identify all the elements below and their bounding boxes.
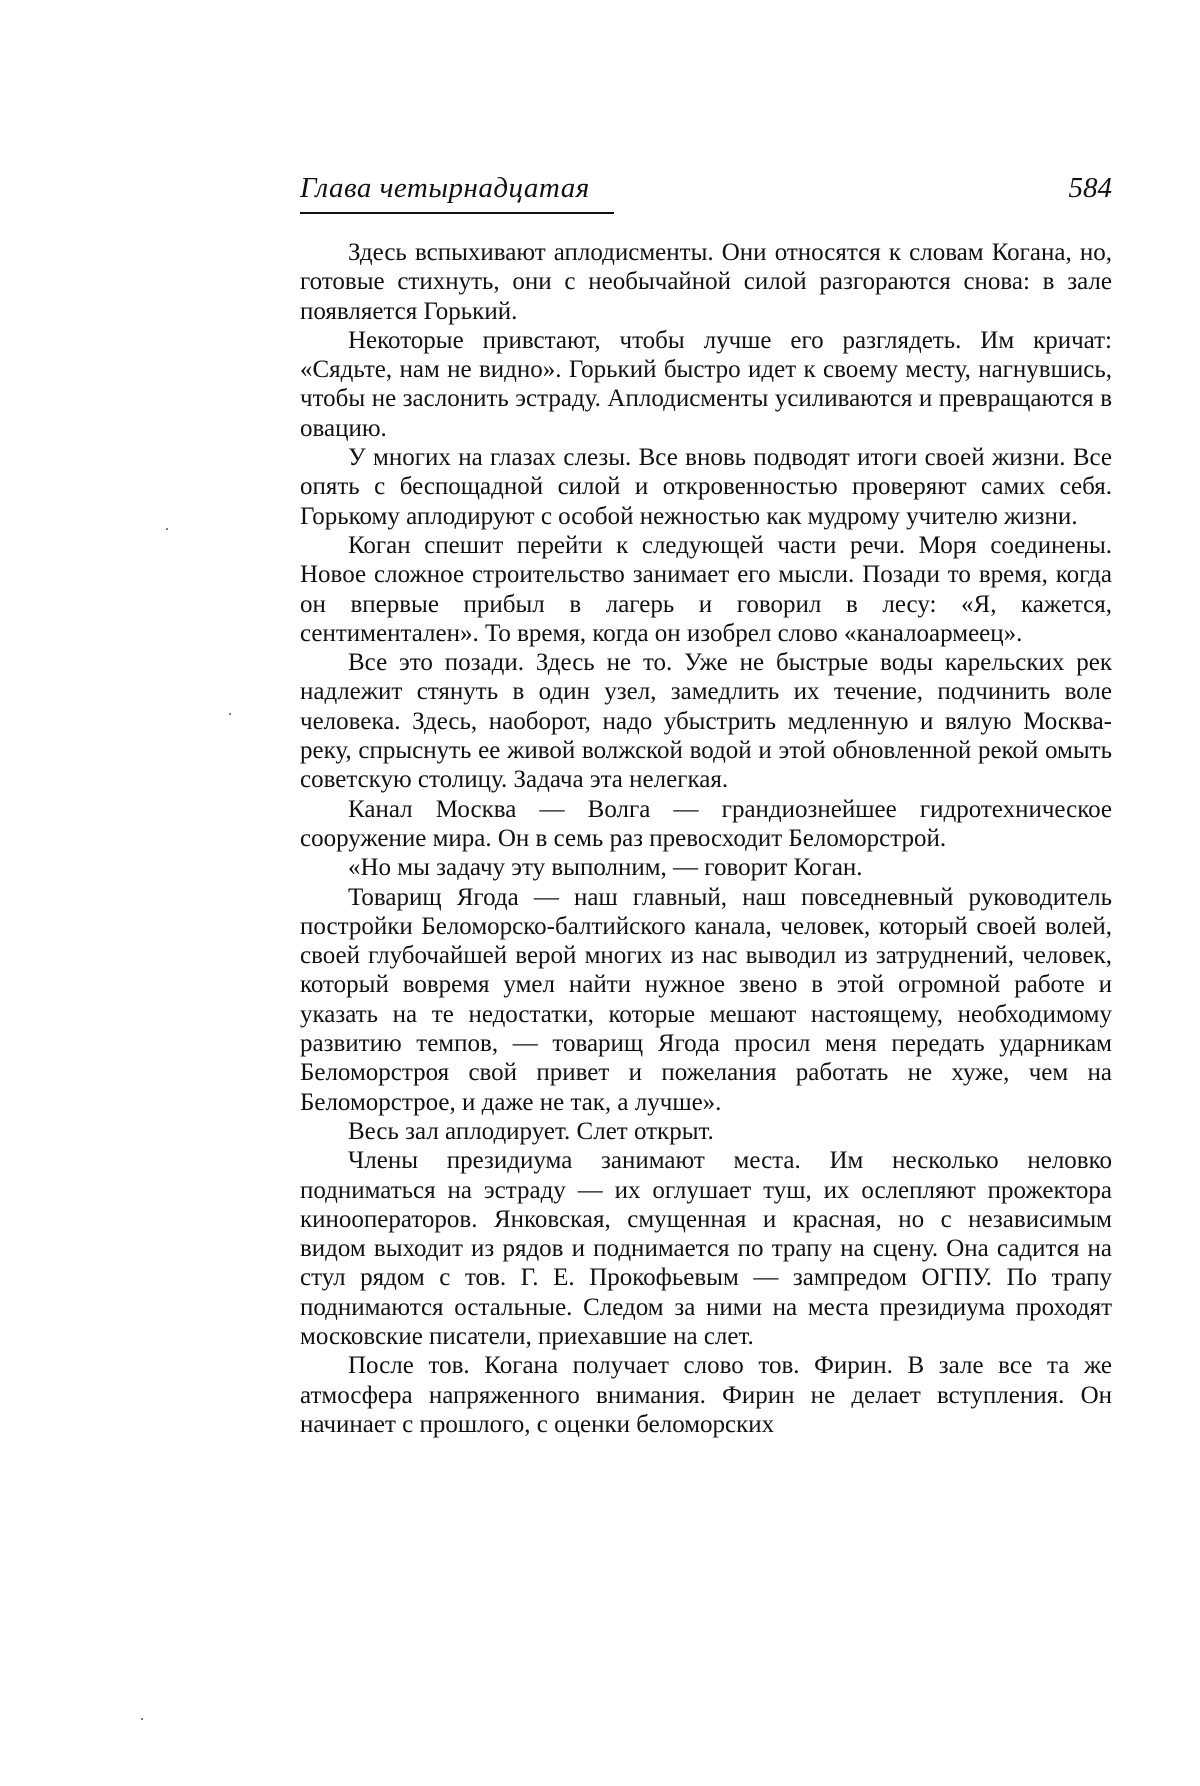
paragraph: Члены президиума занимают места. Им несколько неловко подниматься на эстраду — их оглушает туш, их ослепляют прожектора кинооператоров. Янковская, смущенная и красная, но с независимым видом выходит из рядов и поднимается по трапу на сцену. Она садится на стул рядом с тов. Г. Е. Прокофьевым — зампредом ОГПУ. По трапу поднимаются остальные. Следом за ними на места президиума проходят московские писатели, приехавшие на слет. [300, 1147, 1112, 1350]
paragraph: Весь зал аплодирует. Слет открыт. [348, 1117, 714, 1145]
paragraph: Здесь вспыхивают аплодисменты. Они относятся к словам Когана, но, готовые стихнуть, они с необычайной силой разгораются снова: в зале появляется Горький. [300, 239, 1112, 325]
paragraph: Коган спешит перейти к следующей части речи. Моря соединены. Новое сложное строительство занимает его мысли. Позади то время, когда он впервые прибыл в лагерь и говорил в лесу: «Я, кажется, сентиментален». То время, когда он изобрел слово «каналоармеец». [300, 531, 1112, 647]
paragraph: После тов. Когана получает слово тов. Фирин. В зале все та же атмосфера напряженного внимания. Фирин не делает вступления. Он начинает с прошлого, с оценки беломорских [300, 1352, 1112, 1438]
chapter-title: Глава четырнадцатая [300, 172, 590, 204]
paragraph: «Но мы задачу эту выполним, — говорит Коган. [348, 854, 863, 882]
paragraph: Все это позади. Здесь не то. Уже не быстрые воды карельских рек надлежит стянуть в один узел, замедлить их течение, подчинить воле человека. Здесь, наоборот, надо убыстрить медленную и вялую Москва-реку, спрыснуть ее живой волжской водой и этой обновленной рекой омыть советскую столицу. Задача эта нелегкая. [300, 649, 1112, 794]
scan-speck [141, 1718, 143, 1720]
scan-speck [229, 713, 231, 715]
running-head [300, 168, 1112, 216]
body-text [300, 238, 1112, 1439]
paragraph: Некоторые привстают, чтобы лучше его разглядеть. Им кричат: «Сядьте, нам не видно». Горький быстро идет к своему месту, нагнувшись, чтобы не заслонить эстраду. Аплодисменты усиливаются и превращаются в овацию. [300, 326, 1112, 442]
scan-speck [166, 528, 168, 530]
paragraph: Товарищ Ягода — наш главный, наш повседневный руководитель постройки Беломорско-балтийского канала, человек, который своей волей, своей глубочайшей верой многих из нас выводил из затруднений, человек, который вовремя умел найти нужное звено в этой огромной работе и указать на те недостатки, которые мешают настоящему, необходимому развитию темпов, — товарищ Ягода просил меня передать ударникам Беломорстроя свой привет и пожелания работать не хуже, чем на Беломорстрое, и даже не так, а лучше». [300, 883, 1112, 1116]
paragraph: У многих на глазах слезы. Все вновь подводят итоги своей жизни. Все опять с беспощадной силой и откровенностью проверяют самих себя. Горькому аплодируют с особой нежностью как мудрому учителю жизни. [300, 444, 1112, 530]
page-number: 584 [1068, 172, 1112, 204]
header-rule [300, 212, 614, 214]
paragraph: Канал Москва — Волга — грандиознейшее гидротехническое сооружение мира. Он в семь раз превосходит Беломорстрой. [300, 795, 1112, 852]
